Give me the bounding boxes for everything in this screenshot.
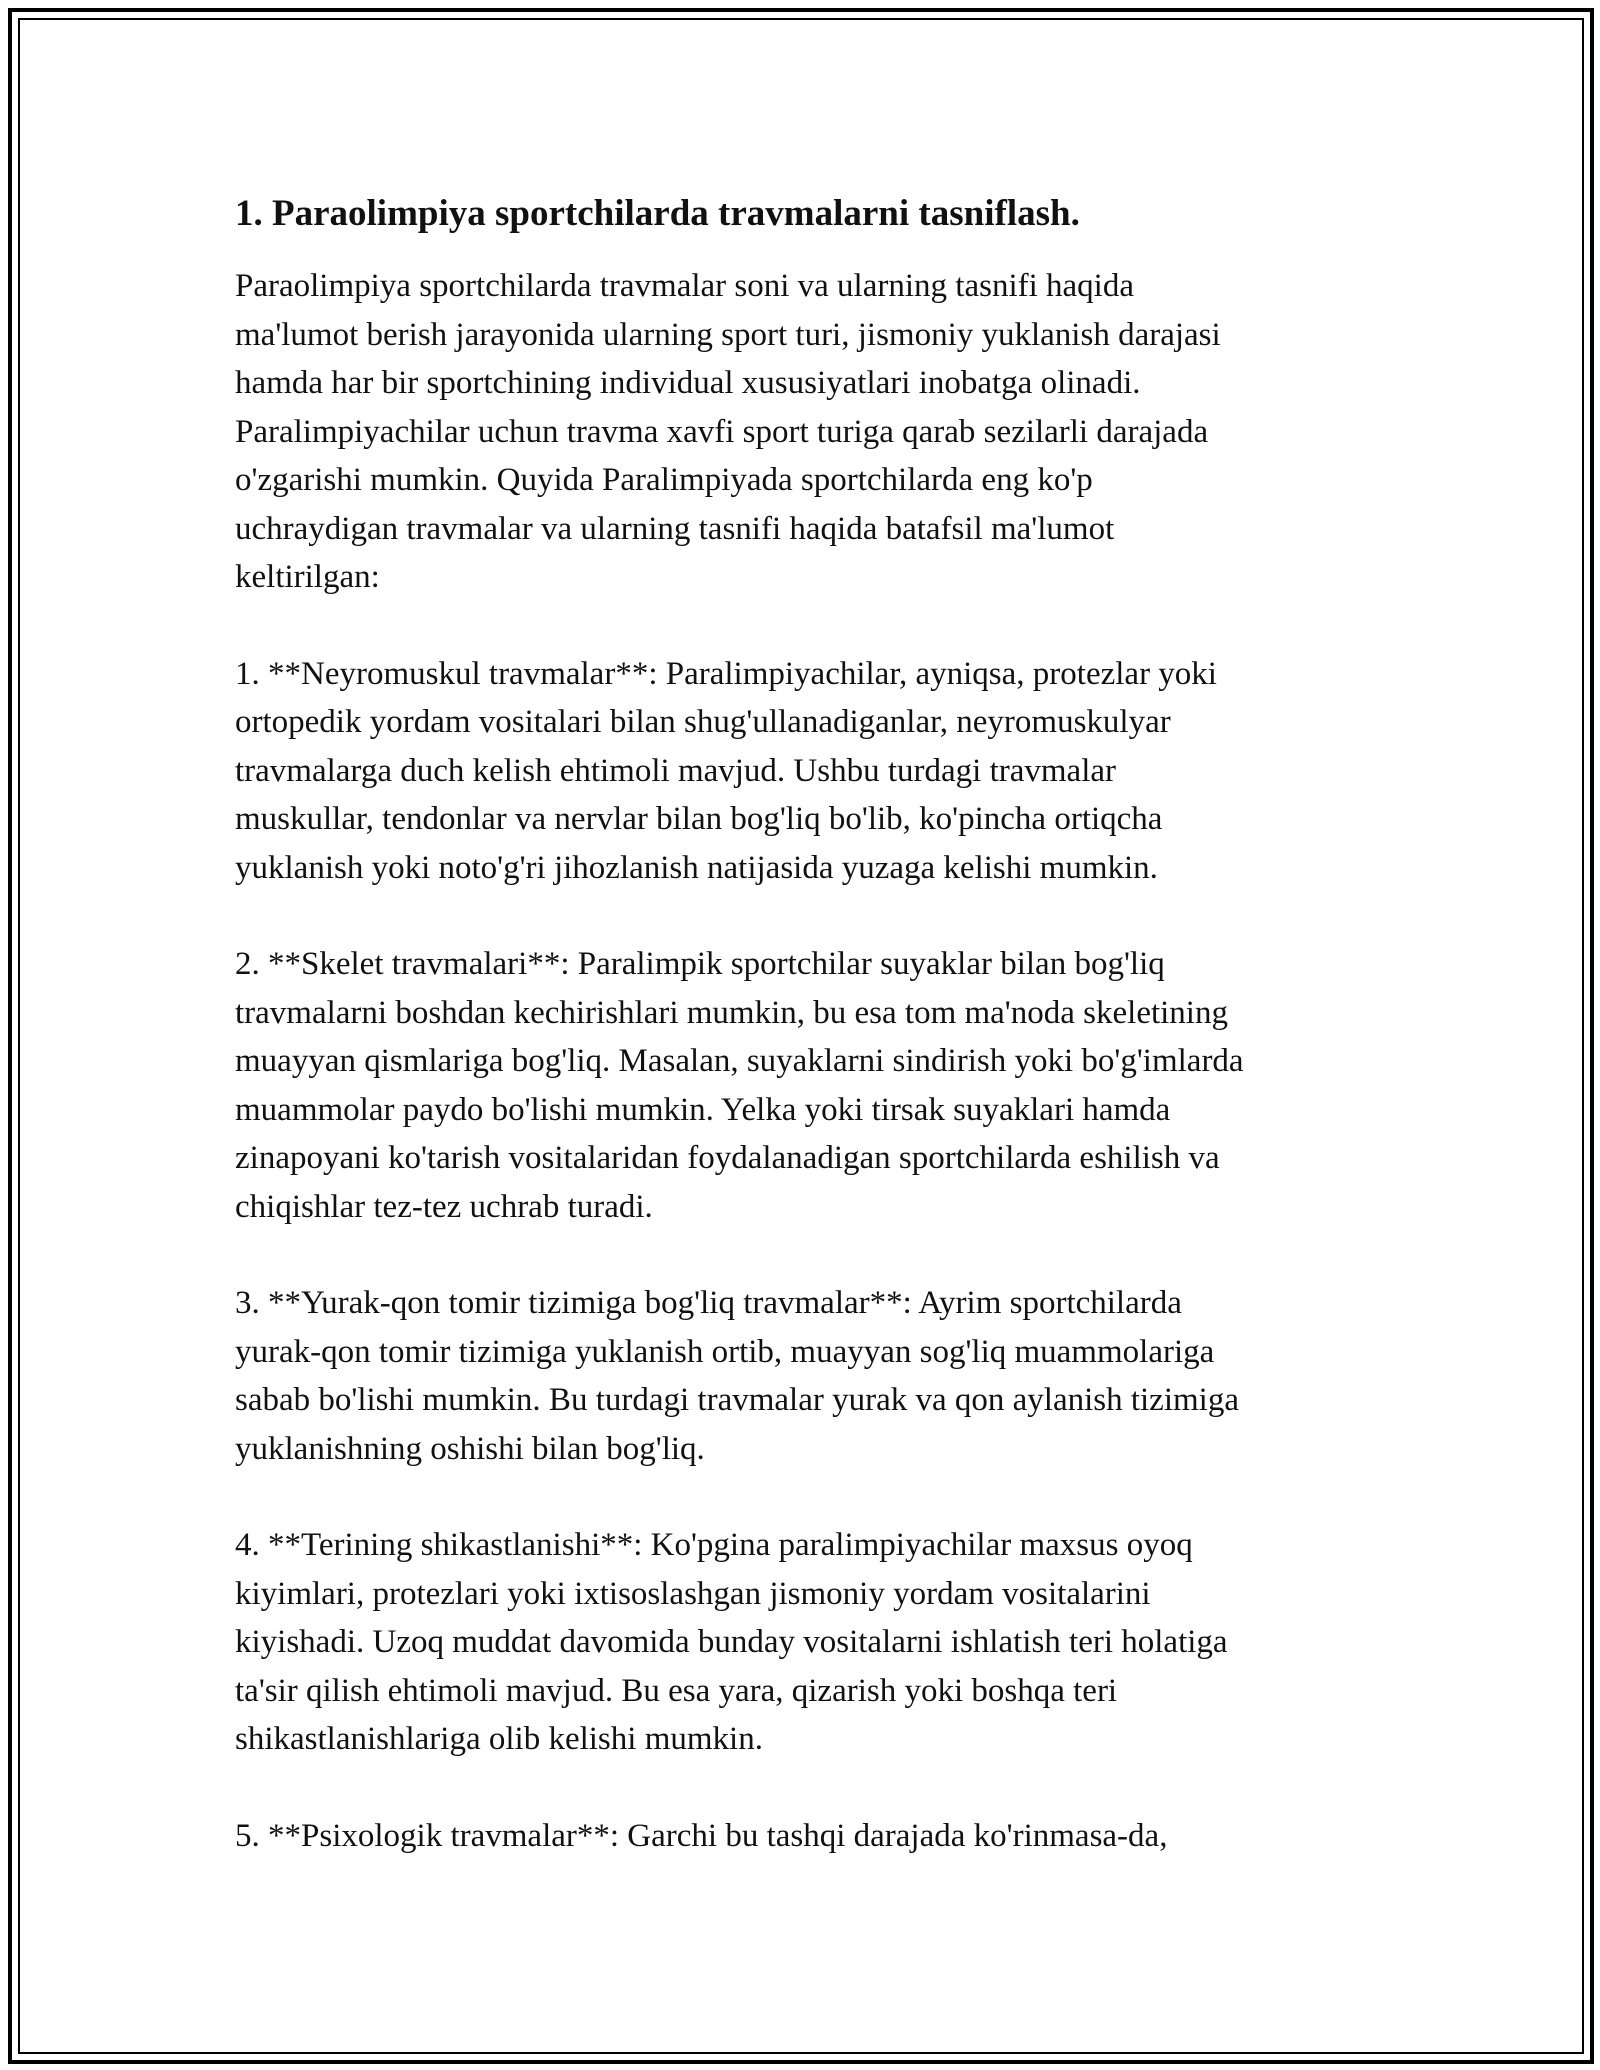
text-line: chiqishlar tez-tez uchrab turadi. (235, 1188, 653, 1225)
paragraph-item-2 (235, 940, 1365, 1231)
text-line: yuklanishning oshishi bilan bog'liq. (235, 1430, 705, 1467)
text-line: 2. **Skelet travmalari**: Paralimpik sportchilar suyaklar bilan bog'liq (235, 946, 1165, 982)
text-line: shikastlanishlariga olib kelishi mumkin. (235, 1721, 763, 1757)
text-line: yurak-qon tomir tizimiga yuklanish ortib, muayyan sog'liq muammolariga (235, 1333, 1215, 1370)
text-line: sabab bo'lishi mumkin. Bu turdagi travmalar yurak va qon aylanish tizimiga (235, 1382, 1239, 1418)
text-line: 4. **Terining shikastlanishi**: Ko'pgina paralimpiyachilar maxsus oyoq (235, 1527, 1193, 1563)
paragraph-item-4 (235, 1521, 1365, 1764)
text-line: muskullar, tendonlar va nervlar bilan bog'liq bo'lib, ko'pincha ortiqcha (235, 801, 1163, 837)
paragraph-item-1 (235, 650, 1365, 893)
text-line: 3. **Yurak-qon tomir tizimiga bog'liq travmalar**: Ayrim sportchilarda (235, 1285, 1182, 1321)
text-line: Paraolimpiya sportchilarda travmalar soni va ularning tasnifi haqida (235, 268, 1134, 304)
text-line: kiyimlari, protezlari yoki ixtisoslashgan jismoniy yordam vositalarini (235, 1575, 1151, 1612)
text-line: ta'sir qilish ehtimoli mavjud. Bu esa yara, qizarish yoki boshqa teri (235, 1672, 1118, 1709)
text-line: 5. **Psixologik travmalar**: Garchi bu tashqi darajada ko'rinmasa-da, (235, 1817, 1168, 1854)
text-line: ma'lumot berish jarayonida ularning sport turi, jismoniy yuklanish darajasi (235, 316, 1221, 353)
document-body (235, 190, 1365, 1908)
text-line: zinapoyani ko'tarish vositalaridan foydalanadigan sportchilarda eshilish va (235, 1140, 1220, 1176)
text-line: keltirilgan: (235, 559, 380, 595)
text-line: travmalarni boshdan kechirishlari mumkin, bu esa tom ma'noda skeletining (235, 994, 1228, 1031)
text-line: muayyan qismlariga bog'liq. Masalan, suyaklarni sindirish yoki bo'g'imlarda (235, 1043, 1244, 1079)
text-line: yuklanish yoki noto'g'ri jihozlanish natijasida yuzaga kelishi mumkin. (235, 849, 1158, 886)
text-line: travmalarga duch kelish ehtimoli mavjud. Ushbu turdagi travmalar (235, 752, 1116, 789)
text-line: uchraydigan travmalar va ularning tasnifi haqida batafsil ma'lumot (235, 510, 1115, 547)
text-line: o'zgarishi mumkin. Quyida Paralimpiyada sportchilarda eng ko'p (235, 462, 1093, 498)
text-line: Paralimpiyachilar uchun travma xavfi sport turiga qarab sezilarli darajada (235, 413, 1209, 450)
paragraph-item-5 (235, 1812, 1365, 1861)
paragraph-item-3 (235, 1279, 1365, 1473)
text-line: 1. **Neyromuskul travmalar**: Paralimpiyachilar, ayniqsa, protezlar yoki (235, 655, 1217, 692)
paragraph-intro (235, 262, 1365, 602)
section-heading: 1. Paraolimpiya sportchilarda travmalarni tasniflash. (235, 193, 1080, 234)
text-line: hamda har bir sportchining individual xususiyatlari inobatga olinadi. (235, 365, 1141, 401)
text-line: ortopedik yordam vositalari bilan shug'ullanadiganlar, neyromuskulyar (235, 704, 1171, 740)
text-line: kiyishadi. Uzoq muddat davomida bunday vositalarni ishlatish teri holatiga (235, 1624, 1228, 1660)
text-line: muammolar paydo bo'lishi mumkin. Yelka yoki tirsak suyaklari hamda (235, 1091, 1171, 1128)
